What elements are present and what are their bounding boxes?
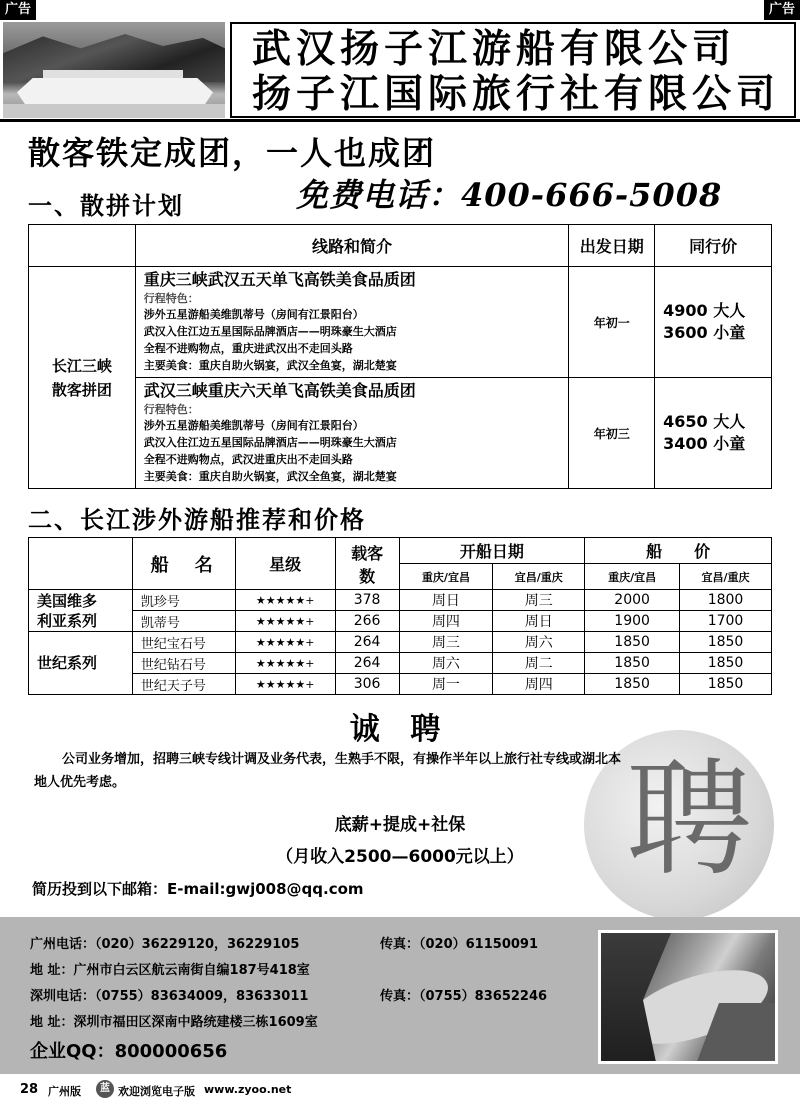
sailing-day: 周日 <box>399 590 493 611</box>
footer <box>0 1078 800 1100</box>
recruit-title: 诚 聘 <box>349 712 451 747</box>
ship-stars: ★★★★★+ <box>235 611 335 632</box>
series-cell: 世纪系列 <box>29 632 133 695</box>
table-row <box>29 632 772 653</box>
table-row <box>29 611 772 632</box>
subheader: 重庆/宜昌 <box>399 564 493 590</box>
shenzhen-fax: 传真：（0755）83652246 <box>380 989 548 1004</box>
subheader: 宜昌/重庆 <box>680 564 772 590</box>
ad-tag-left: 广告 <box>0 0 36 20</box>
sailing-day: 周四 <box>399 611 493 632</box>
publisher-logo-icon: 蓝 <box>96 1080 114 1098</box>
water-shape <box>3 104 225 118</box>
ship-stars: ★★★★★+ <box>235 590 335 611</box>
ship-price: 1900 <box>585 611 680 632</box>
price-cell <box>655 378 772 489</box>
route-cell <box>135 378 569 489</box>
header-date: 出发日期 <box>569 225 655 267</box>
subheader: 重庆/宜昌 <box>585 564 680 590</box>
ship-price: 1850 <box>585 632 680 653</box>
table-row <box>29 590 772 611</box>
income-info: （月收入2500—6000元以上） <box>276 847 524 867</box>
ship-price: 1850 <box>585 674 680 695</box>
price-child: 3600 小童 <box>663 323 746 342</box>
slogan: 散客铁定成团，一人也成团 <box>28 134 437 172</box>
sailing-day: 周一 <box>399 674 493 695</box>
ship-price: 1850 <box>680 653 772 674</box>
river-gorge-photo <box>598 930 778 1064</box>
ship-capacity: 306 <box>335 674 399 695</box>
route-line: 全程不进购物点，重庆进武汉出不走回头路 <box>143 342 353 355</box>
header-price: 同行价 <box>655 225 772 267</box>
header-blank <box>29 538 133 590</box>
sailing-day: 周四 <box>493 674 585 695</box>
table-header-row <box>29 538 772 564</box>
shenzhen-phone: 深圳电话：（0755）83634009，83633011 <box>30 989 309 1004</box>
ship-stars: ★★★★★+ <box>235 674 335 695</box>
price-child: 3400 小童 <box>663 434 746 453</box>
header-ship: 船 名 <box>132 538 235 590</box>
table-row <box>29 267 772 378</box>
ship-price: 2000 <box>585 590 680 611</box>
header-capacity-line: 载客 <box>351 543 384 563</box>
route-line: 主要美食：重庆自助火锅宴，武汉全鱼宴，湖北楚宴 <box>143 359 397 372</box>
group-type-line: 散客拼团 <box>51 380 112 399</box>
guangzhou-address: 地 址：广州市白云区航云南街自编187号418室 <box>30 963 310 978</box>
route-title: 重庆三峡武汉五天单飞高铁美食品质团 <box>143 270 416 289</box>
salary-info: 底薪+提成+社保 <box>334 815 466 835</box>
cruise-price-table <box>28 537 772 695</box>
header-stars: 星级 <box>235 538 335 590</box>
guangzhou-fax: 传真：（020）61150091 <box>380 937 538 952</box>
sailing-day: 周六 <box>493 632 585 653</box>
sailing-day: 周三 <box>399 632 493 653</box>
route-line: 武汉入住江边五星国际品牌酒店——明珠豪生大酒店 <box>143 436 397 449</box>
ad-tag-right: 广告 <box>764 0 800 20</box>
sailing-day: 周日 <box>493 611 585 632</box>
price-cell <box>655 267 772 378</box>
route-line: 全程不进购物点，武汉进重庆出不走回头路 <box>143 453 353 466</box>
recruit-badge-char: 聘 <box>626 746 752 893</box>
cruise-ship-photo <box>3 22 225 118</box>
sailing-day: 周六 <box>399 653 493 674</box>
edition-label: 广州版 <box>48 1085 81 1098</box>
header <box>0 0 800 122</box>
header-capacity <box>335 538 399 590</box>
table-row <box>29 378 772 489</box>
shenzhen-contact <box>30 985 548 1004</box>
table-header-row <box>29 225 772 267</box>
shenzhen-address: 地 址：深圳市福田区深南中路统建楼三栋1609室 <box>30 1015 318 1030</box>
route-title: 武汉三峡重庆六天单飞高铁美食品质团 <box>143 381 416 400</box>
resume-email: 简历投到以下邮箱：E-mail:gwj008@qq.com <box>32 880 364 898</box>
subheader: 宜昌/重庆 <box>493 564 585 590</box>
ship-capacity: 264 <box>335 632 399 653</box>
ship-price: 1850 <box>680 632 772 653</box>
recruit-text: 公司业务增加，招聘三峡专线计调及业务代表，生熟手不限，有操作半年以上旅行社专线或湖北本地人优先考虑。 <box>34 752 622 790</box>
route-cell <box>135 267 569 378</box>
ship-price: 1850 <box>585 653 680 674</box>
company-name-2: 扬子江国际旅行社有限公司 <box>252 71 781 117</box>
ship-stars: ★★★★★+ <box>235 653 335 674</box>
header-blank <box>29 225 136 267</box>
sailing-day: 周二 <box>493 653 585 674</box>
route-line: 武汉入住江边五星国际品牌酒店——明珠豪生大酒店 <box>143 325 397 338</box>
group-type-line: 长江三峡 <box>51 356 112 375</box>
free-phone: 免费电话：400-666-5008 <box>296 176 723 214</box>
website-link[interactable]: www.zyoo.net <box>204 1083 292 1096</box>
price-adult: 4900 大人 <box>663 301 746 320</box>
group-tour-table <box>28 224 772 489</box>
guangzhou-phone: 广州电话：（020）36229120，36229105 <box>30 937 300 952</box>
price-adult: 4650 大人 <box>663 412 746 431</box>
sailing-day: 周三 <box>493 590 585 611</box>
ship-capacity: 266 <box>335 611 399 632</box>
table-row <box>29 653 772 674</box>
company-name-box <box>230 22 796 118</box>
company-qq: 企业QQ：800000656 <box>30 1041 228 1062</box>
section2-title: 二、长江涉外游船推荐和价格 <box>28 506 366 534</box>
section1-title: 一、散拼计划 <box>28 192 184 220</box>
departure-date: 年初一 <box>569 267 655 378</box>
ship-name: 凯蒂号 <box>132 611 235 632</box>
ship-hull-shape <box>17 78 213 104</box>
ship-price: 1700 <box>680 611 772 632</box>
ship-name: 世纪天子号 <box>132 674 235 695</box>
header-capacity-line: 数 <box>359 566 376 586</box>
welcome-text: 欢迎浏览电子版 <box>118 1085 195 1098</box>
route-line: 主要美食：重庆自助火锅宴，武汉全鱼宴，湖北楚宴 <box>143 470 397 483</box>
departure-date: 年初三 <box>569 378 655 489</box>
series-cell <box>29 590 133 632</box>
company-name-1: 武汉扬子江游船有限公司 <box>252 26 737 72</box>
ship-capacity: 264 <box>335 653 399 674</box>
header-ship-price: 船 价 <box>585 538 772 564</box>
ship-name: 世纪钻石号 <box>132 653 235 674</box>
route-subtitle: 行程特色： <box>143 403 199 416</box>
ship-price: 1850 <box>680 674 772 695</box>
ship-stars: ★★★★★+ <box>235 632 335 653</box>
route-subtitle: 行程特色： <box>143 292 199 305</box>
guangzhou-contact <box>30 933 538 952</box>
header-route: 线路和简介 <box>135 225 569 267</box>
header-sailing-date: 开船日期 <box>399 538 585 564</box>
ship-price: 1800 <box>680 590 772 611</box>
series-line: 美国维多 <box>37 591 98 610</box>
group-type-cell <box>29 267 136 489</box>
route-line: 涉外五星游船美维凯蒂号（房间有江景阳台） <box>143 419 364 432</box>
route-line: 涉外五星游船美维凯蒂号（房间有江景阳台） <box>143 308 364 321</box>
ship-capacity: 378 <box>335 590 399 611</box>
table-row <box>29 674 772 695</box>
page-number: 28 <box>20 1082 39 1097</box>
ship-name: 世纪宝石号 <box>132 632 235 653</box>
series-line: 利亚系列 <box>37 611 98 630</box>
ship-name: 凯珍号 <box>132 590 235 611</box>
